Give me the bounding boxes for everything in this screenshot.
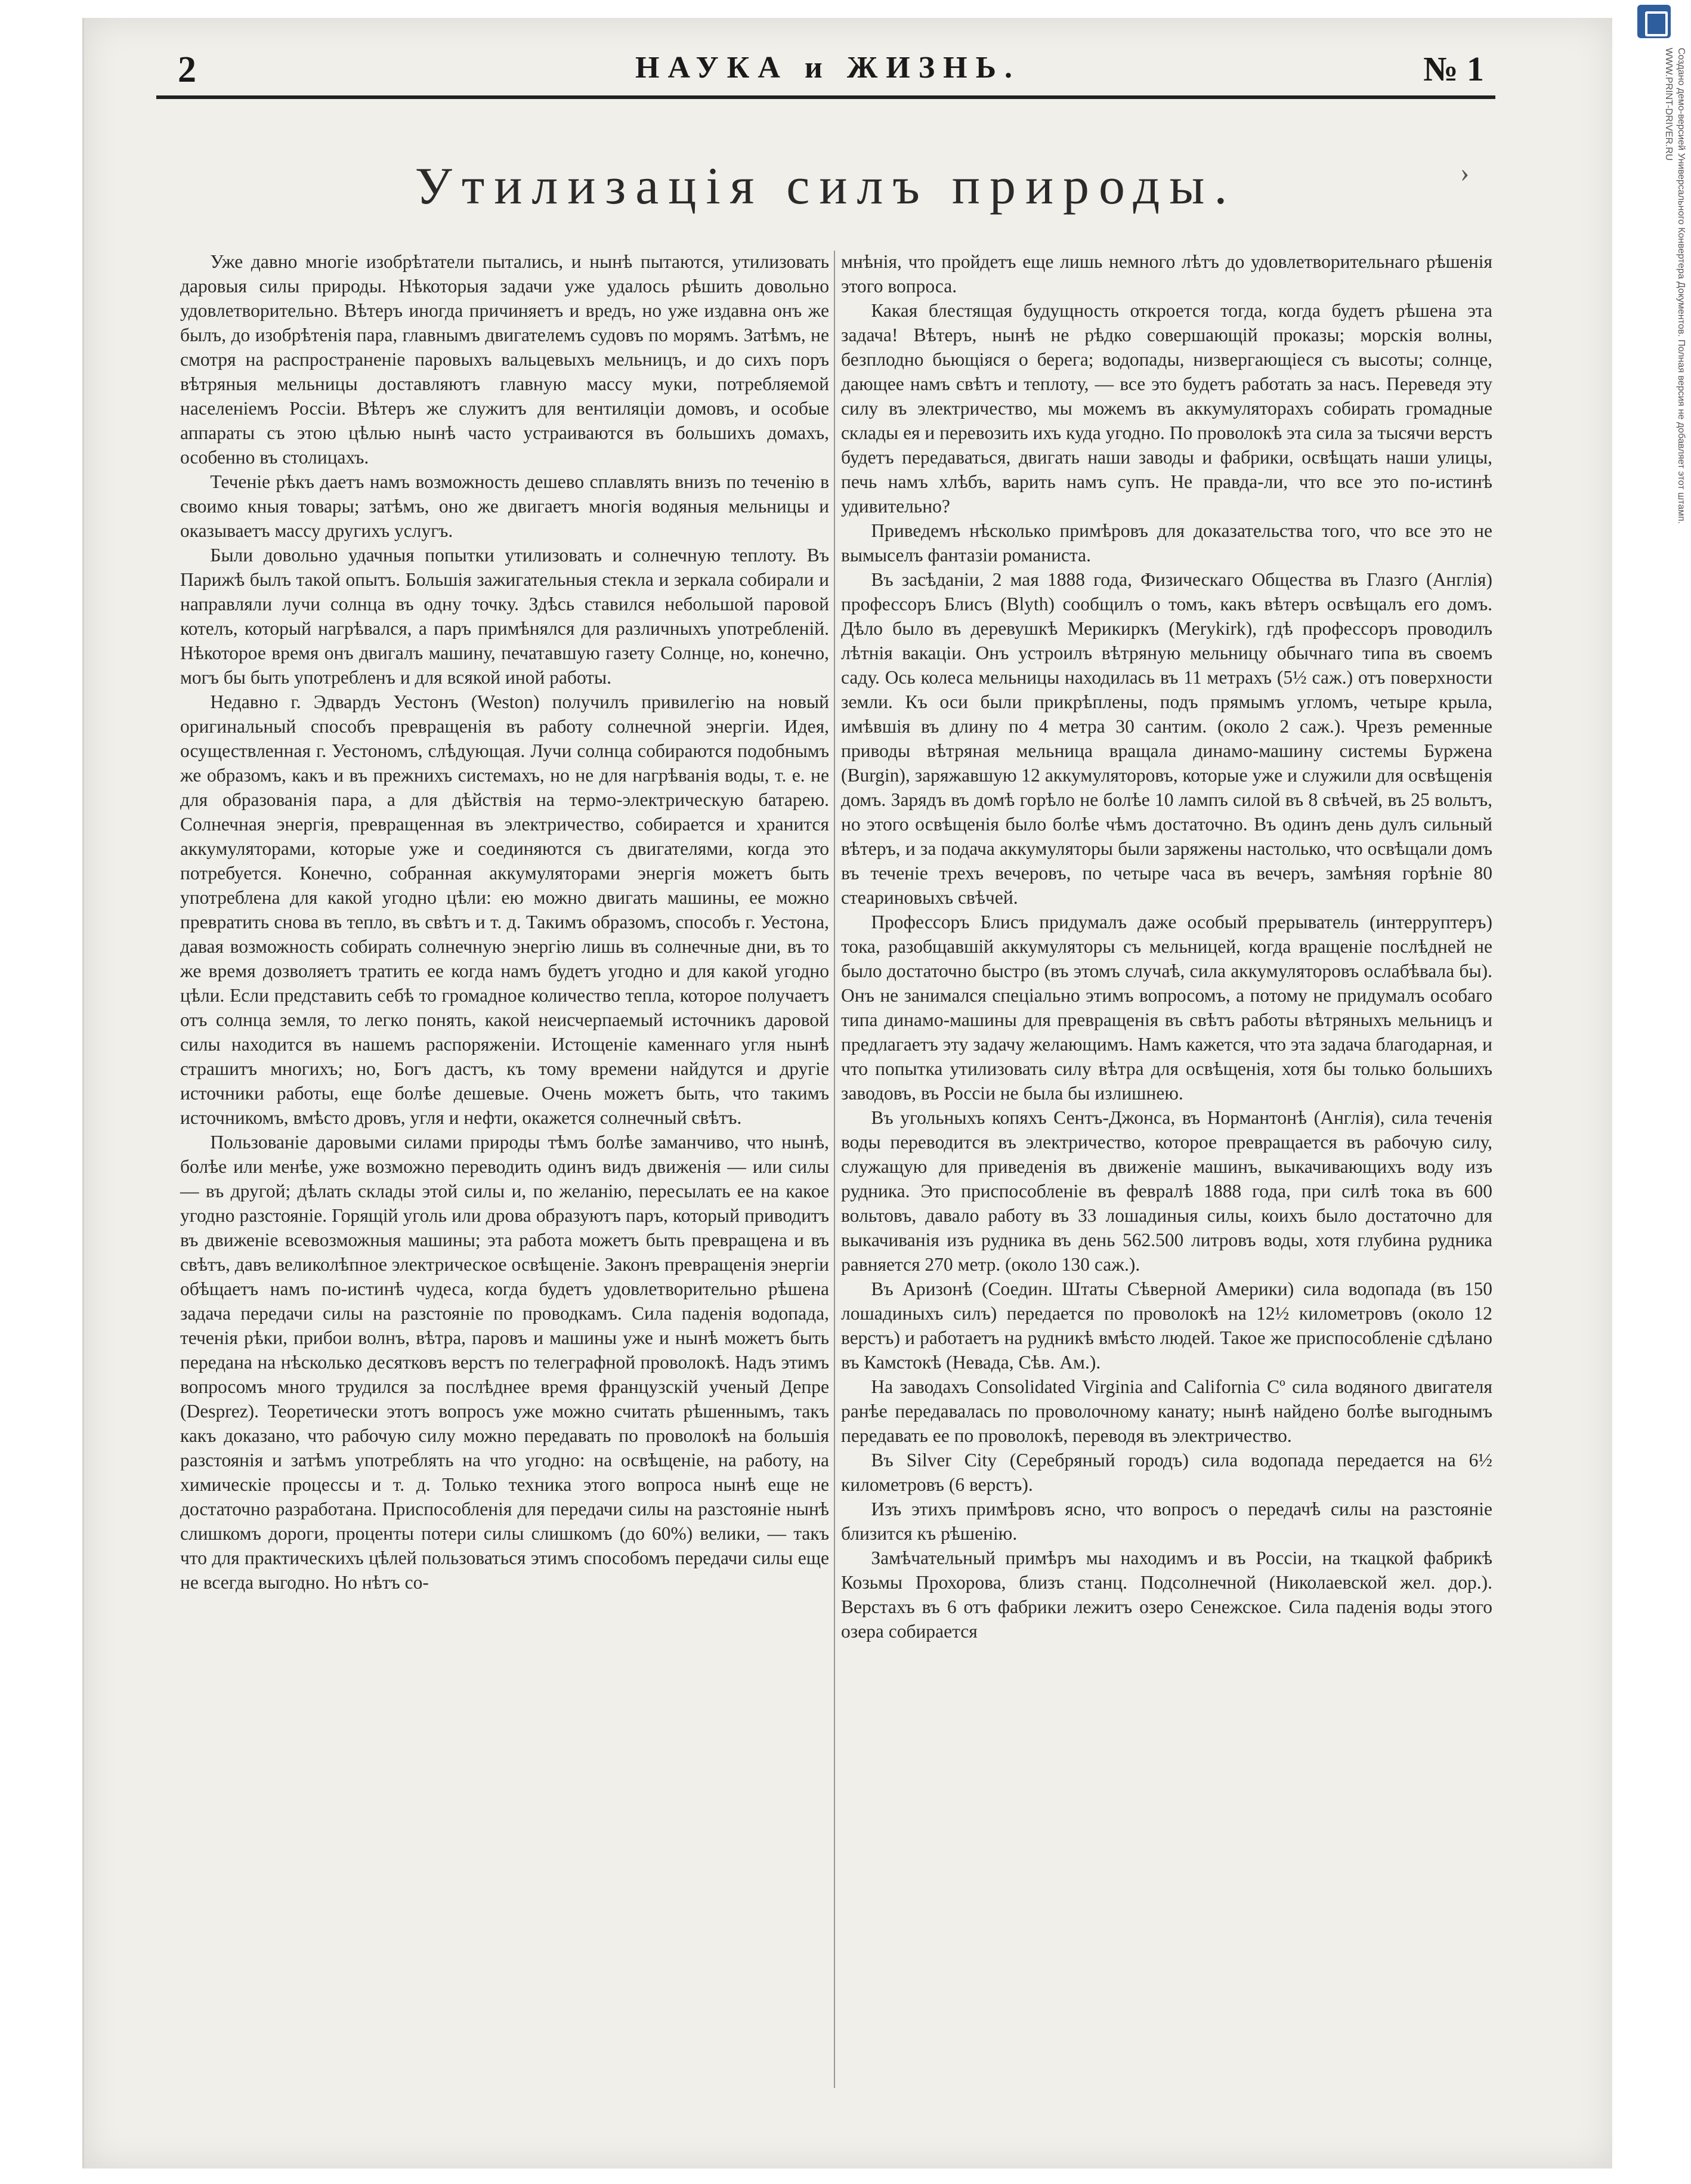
right-column	[841, 249, 1492, 1644]
paragraph: Въ угольныхъ копяхъ Сентъ-Джонса, въ Нормантонѣ (Англія), сила теченія воды переводится въ электричество, которое превращается въ рабочую силу, служащую для приведенія въ движеніе машинъ, выкачивающихъ воду изъ рудника. Это приспособленіе въ февралѣ 1888 года, при силѣ тока въ 600 вольтовъ, давало работу въ 33 лошадиныя силы, коихъ было достаточно для выкачиванія изъ рудника въ день 562.500 литровъ воды, хотя глубина рудника равняется 270 метр. (около 130 саж.).	[841, 1107, 1492, 1275]
paragraph: Недавно г. Эдвардъ Уестонъ (Weston) получилъ привилегію на новый оригинальный способъ превращенія въ работу солнечной энергіи. Идея, осуществленная г. Уестономъ, слѣдующая. Лучи солнца собираются подобнымъ же образомъ, какъ и въ прежнихъ системахъ, но не для нагрѣванія воды, т. е. не для образованія пара, а для дѣйствія на термо-электрическую батарею. Солнечная энергія, превращенная въ электричество, собирается и хранится аккумуляторами, которые уже и соединяются съ двигателями, когда это потребуется. Конечно, собранная аккумуляторами энергія можетъ быть употреблена для какой угодно цѣли: ею можно двигать машины, ее можно превратить снова въ тепло, въ свѣтъ и т. д. Такимъ образомъ, способъ г. Уестона, давая возможность собирать солнечную энергію лишь въ солнечные дни, въ то же время дозволяетъ тратить ее когда намъ будетъ угодно и для какой угодно цѣли. Если представить себѣ то громадное количество тепла, которое получаетъ отъ солнца земля, то легко понять, какой неисчерпаемый источникъ даровой силы находится въ нашемъ распоряженіи. Истощеніе каменнаго угля нынѣ страшитъ многихъ; но, Богъ дастъ, къ тому времени найдутся и другіе источники работы, еще болѣе дешевые. Очень можетъ быть, что такимъ источникомъ, вмѣсто дровъ, угля и нефти, окажется солнечный свѣтъ.	[180, 691, 829, 1128]
left-column	[180, 249, 829, 1595]
paragraph: Изъ этихъ примѣровъ ясно, что вопросъ о передачѣ силы на разстояніе близится къ рѣшенію.	[841, 1499, 1492, 1544]
paragraph: Были довольно удачныя попытки утилизовать и солнечную теплоту. Въ Парижѣ былъ такой опытъ. Большія зажигательныя стекла и зеркала собирали и направляли лучи солнца въ одну точку. Здѣсь ставился небольшой паровой котелъ, который нагрѣвался, а паръ примѣнялся для различныхъ употребленій. Нѣкоторое время онъ двигалъ машину, печатавшую газету Солнце, но, конечно, могъ бы быть употребленъ и для всякой иной работы.	[180, 545, 829, 688]
issue-number: № 1	[1423, 50, 1484, 88]
article-title: Утилизація силъ природы.	[415, 157, 1237, 215]
paragraph: На заводахъ Consolidated Virginia and California Cº сила водяного двигателя ранѣе передавалась по проволочному канату; нынѣ найдено болѣе выгоднымъ передавать ее по проволокѣ, переводя въ электричество.	[841, 1376, 1492, 1446]
paragraph: Какая блестящая будущность откроется тогда, когда будетъ рѣшена эта задача! Вѣтеръ, нынѣ не рѣдко совершающій проказы; морскія волны, безплодно бьющіяся о берега; водопады, низвергающіеся съ высоты; солнце, дающее намъ свѣтъ и теплоту, — все это будетъ работать за насъ. Переведя эту силу въ электричество, мы можемъ въ аккумуляторахъ собирать громадные склады ея и перевозить ихъ куда угодно. По проволокѣ эта сила за тысячи верстъ будетъ передаваться, двигать наши заводы и фабрики, освѣщать наши улицы, печь намъ хлѣбъ, варить намъ супъ. Не правда-ли, что все это по-истинѣ удивительно?	[841, 300, 1492, 517]
paragraph: Уже давно многіе изобрѣтатели пытались, и нынѣ пытаются, утилизовать даровыя силы природы. Нѣкоторыя задачи уже удалось рѣшить довольно удовлетворительно. Вѣтеръ иногда причиняетъ и вредъ, но уже издавна онъ же былъ, до изобрѣтенія пара, главнымъ двигателемъ судовъ по морямъ. Затѣмъ, не смотря на распространеніе паровыхъ вальцевыхъ мельницъ, и до сихъ поръ вѣтряныя мельницы доставляютъ главную массу муки, потребляемой населеніемъ Россіи. Вѣтеръ же служитъ для вентиляціи домовъ, и особые аппараты съ этою цѣлью нынѣ часто устраиваются въ большихъ домахъ, особенно въ столицахъ.	[180, 251, 829, 468]
header-rule	[156, 95, 1495, 99]
paragraph: Теченіе рѣкъ даетъ намъ возможность дешево сплавлять внизъ по теченію в своимо кныя товары; затѣмъ, оно же двигаетъ многія водяныя мельницы и оказываетъ массу другихъ услугъ.	[180, 471, 829, 541]
page-number: 2	[178, 50, 196, 90]
decorative-mark: ›	[1460, 157, 1470, 187]
paragraph: Въ Silver City (Серебряный городъ) сила водопада передается на 6½ километровъ (6 верстъ).	[841, 1450, 1492, 1495]
converter-notice: Создано демо-версией Универсального Конвертера Документов. Полная версия не добавляет этот штамп.	[1676, 48, 1686, 524]
paragraph: Профессоръ Блисъ придумалъ даже особый прерыватель (интерруптеръ) тока, разобщавшій аккумуляторы съ мельницей, когда вращеніе послѣдней не было достаточно быстро (въ этомъ случаѣ, сила аккумуляторовъ ослабѣвала бы). Онъ не занимался спеціально этимъ вопросомъ, а потому не придумалъ особаго типа динамо-машины для превращенія въ свѣтъ работы вѣтряныхъ мельницъ и предлагаетъ эту задачу желающимъ. Намъ кажется, что эта задача благодарная, и что попытка утилизовать силу вѣтра для освѣщенія, хотя бы только большихъ заводовъ, въ Россіи не была бы излишнею.	[841, 912, 1492, 1104]
paragraph: Пользованіе даровыми силами природы тѣмъ болѣе заманчиво, что нынѣ, болѣе или менѣе, уже возможно переводить одинъ видъ движенія — или силы — въ другой; дѣлать склады этой силы и, по желанію, пересылать ее на какое угодно разстояніе. Горящій уголь или дрова образуютъ паръ, который приводитъ въ движеніе всевозможныя машины; эта работа можетъ быть превращена и въ свѣтъ, давъ великолѣпное электрическое освѣщеніе. Законъ превращенія энергіи обѣщаетъ намъ по-истинѣ чудеса, когда будетъ удовлетворительно рѣшена задача передачи силы на разстояніе по проводкамъ. Сила паденія водопада, теченія рѣки, прибои волнъ, вѣтра, паровъ и машины уже и нынѣ можетъ быть передана на нѣсколько десятковъ верстъ по телеграфной проволокѣ. Надъ этимъ вопросомъ много трудился за послѣднее время французскій ученый Депре (Desprez). Теоретически этотъ вопросъ уже можно считать рѣшеннымъ, такъ какъ доказано, что рабочую силу можно передавать по проволокѣ на большія разстоянія и затѣмъ употреблять на что угодно: на освѣщеніе, на работу, на химическіе процессы и т. д. Только техника этого вопроса нынѣ еще не достаточно разработана. Приспособленія для передачи силы на разстояніе нынѣ слишкомъ дороги, проценты потери силы слишкомъ (до 60%) велики, — такъ что для практическихъ цѣлей пользоваться этимъ способомъ передачи силы еще не всегда выгодно. Но нѣтъ со-	[180, 1132, 829, 1593]
paragraph: Приведемъ нѣсколько примѣровъ для доказательства того, что все это не вымыселъ фантазіи романиста.	[841, 520, 1492, 566]
column-divider	[834, 251, 835, 2088]
paragraph: Въ засѣданіи, 2 мая 1888 года, Физическаго Общества въ Глазго (Англія) профессоръ Блисъ (Blyth) сообщилъ о томъ, какъ вѣтеръ освѣщалъ его домъ. Дѣло было въ деревушкѣ Мерикиркъ (Merykirk), гдѣ профессоръ проводилъ лѣтнія вакаціи. Онъ устроилъ вѣтряную мельницу обычнаго типа въ своемъ саду. Ось колеса мельницы находилась въ 11 метрахъ (5½ саж.) отъ поверхности земли. Къ оси были прикрѣплены, подъ прямымъ угломъ, четыре крыла, имѣвшія въ длину по 4 метра 30 сантим. (около 2 саж.). Чрезъ ременные приводы вѣтряная мельница вращала динамо-машину системы Буржена (Burgin), заряжавшую 12 аккумуляторовъ, которые уже и служили для освѣщенія домъ. Зарядъ въ домѣ горѣло не болѣе 10 лампъ силой въ 8 свѣчей, въ 25 вольтъ, но этого освѣщенія было болѣе чѣмъ достаточно. Въ одинъ день дулъ сильный вѣтеръ, и за подача аккумуляторы были заряжены настолько, что освѣщали домъ въ теченіе трехъ вечеровъ, по четыре часа въ вечеръ, замѣняя горѣніе 80 стеариновыхъ свѣчей.	[841, 569, 1492, 908]
paragraph: Въ Аризонѣ (Соедин. Штаты Сѣверной Америки) сила водопада (въ 150 лошадиныхъ силъ) передается по проволокѣ на 12½ километровъ (около 12 верстъ) и работаетъ на рудникѣ вмѣсто людей. Такое же приспособленіе сдѣлано въ Камстокѣ (Невада, Сѣв. Ам.).	[841, 1278, 1492, 1373]
converter-logo-icon	[1637, 5, 1671, 38]
converter-url: WWW.PRINT-DRIVER.RU	[1664, 48, 1674, 161]
journal-title: НАУКА и ЖИЗНЬ.	[635, 51, 1021, 85]
paragraph: Замѣчательный примѣръ мы находимъ и въ Россіи, на ткацкой фабрикѣ Козьмы Прохорова, близъ станц. Подсолнечной (Николаевской жел. дор.). Верстахъ въ 6 отъ фабрики лежитъ озеро Сенежское. Сила паденія воды этого озера собирается	[841, 1547, 1492, 1642]
page-header	[160, 49, 1496, 97]
paragraph: мнѣнія, что пройдетъ еще лишь немного лѣтъ до удовлетворительнаго рѣшенія этого вопроса.	[841, 251, 1492, 296]
